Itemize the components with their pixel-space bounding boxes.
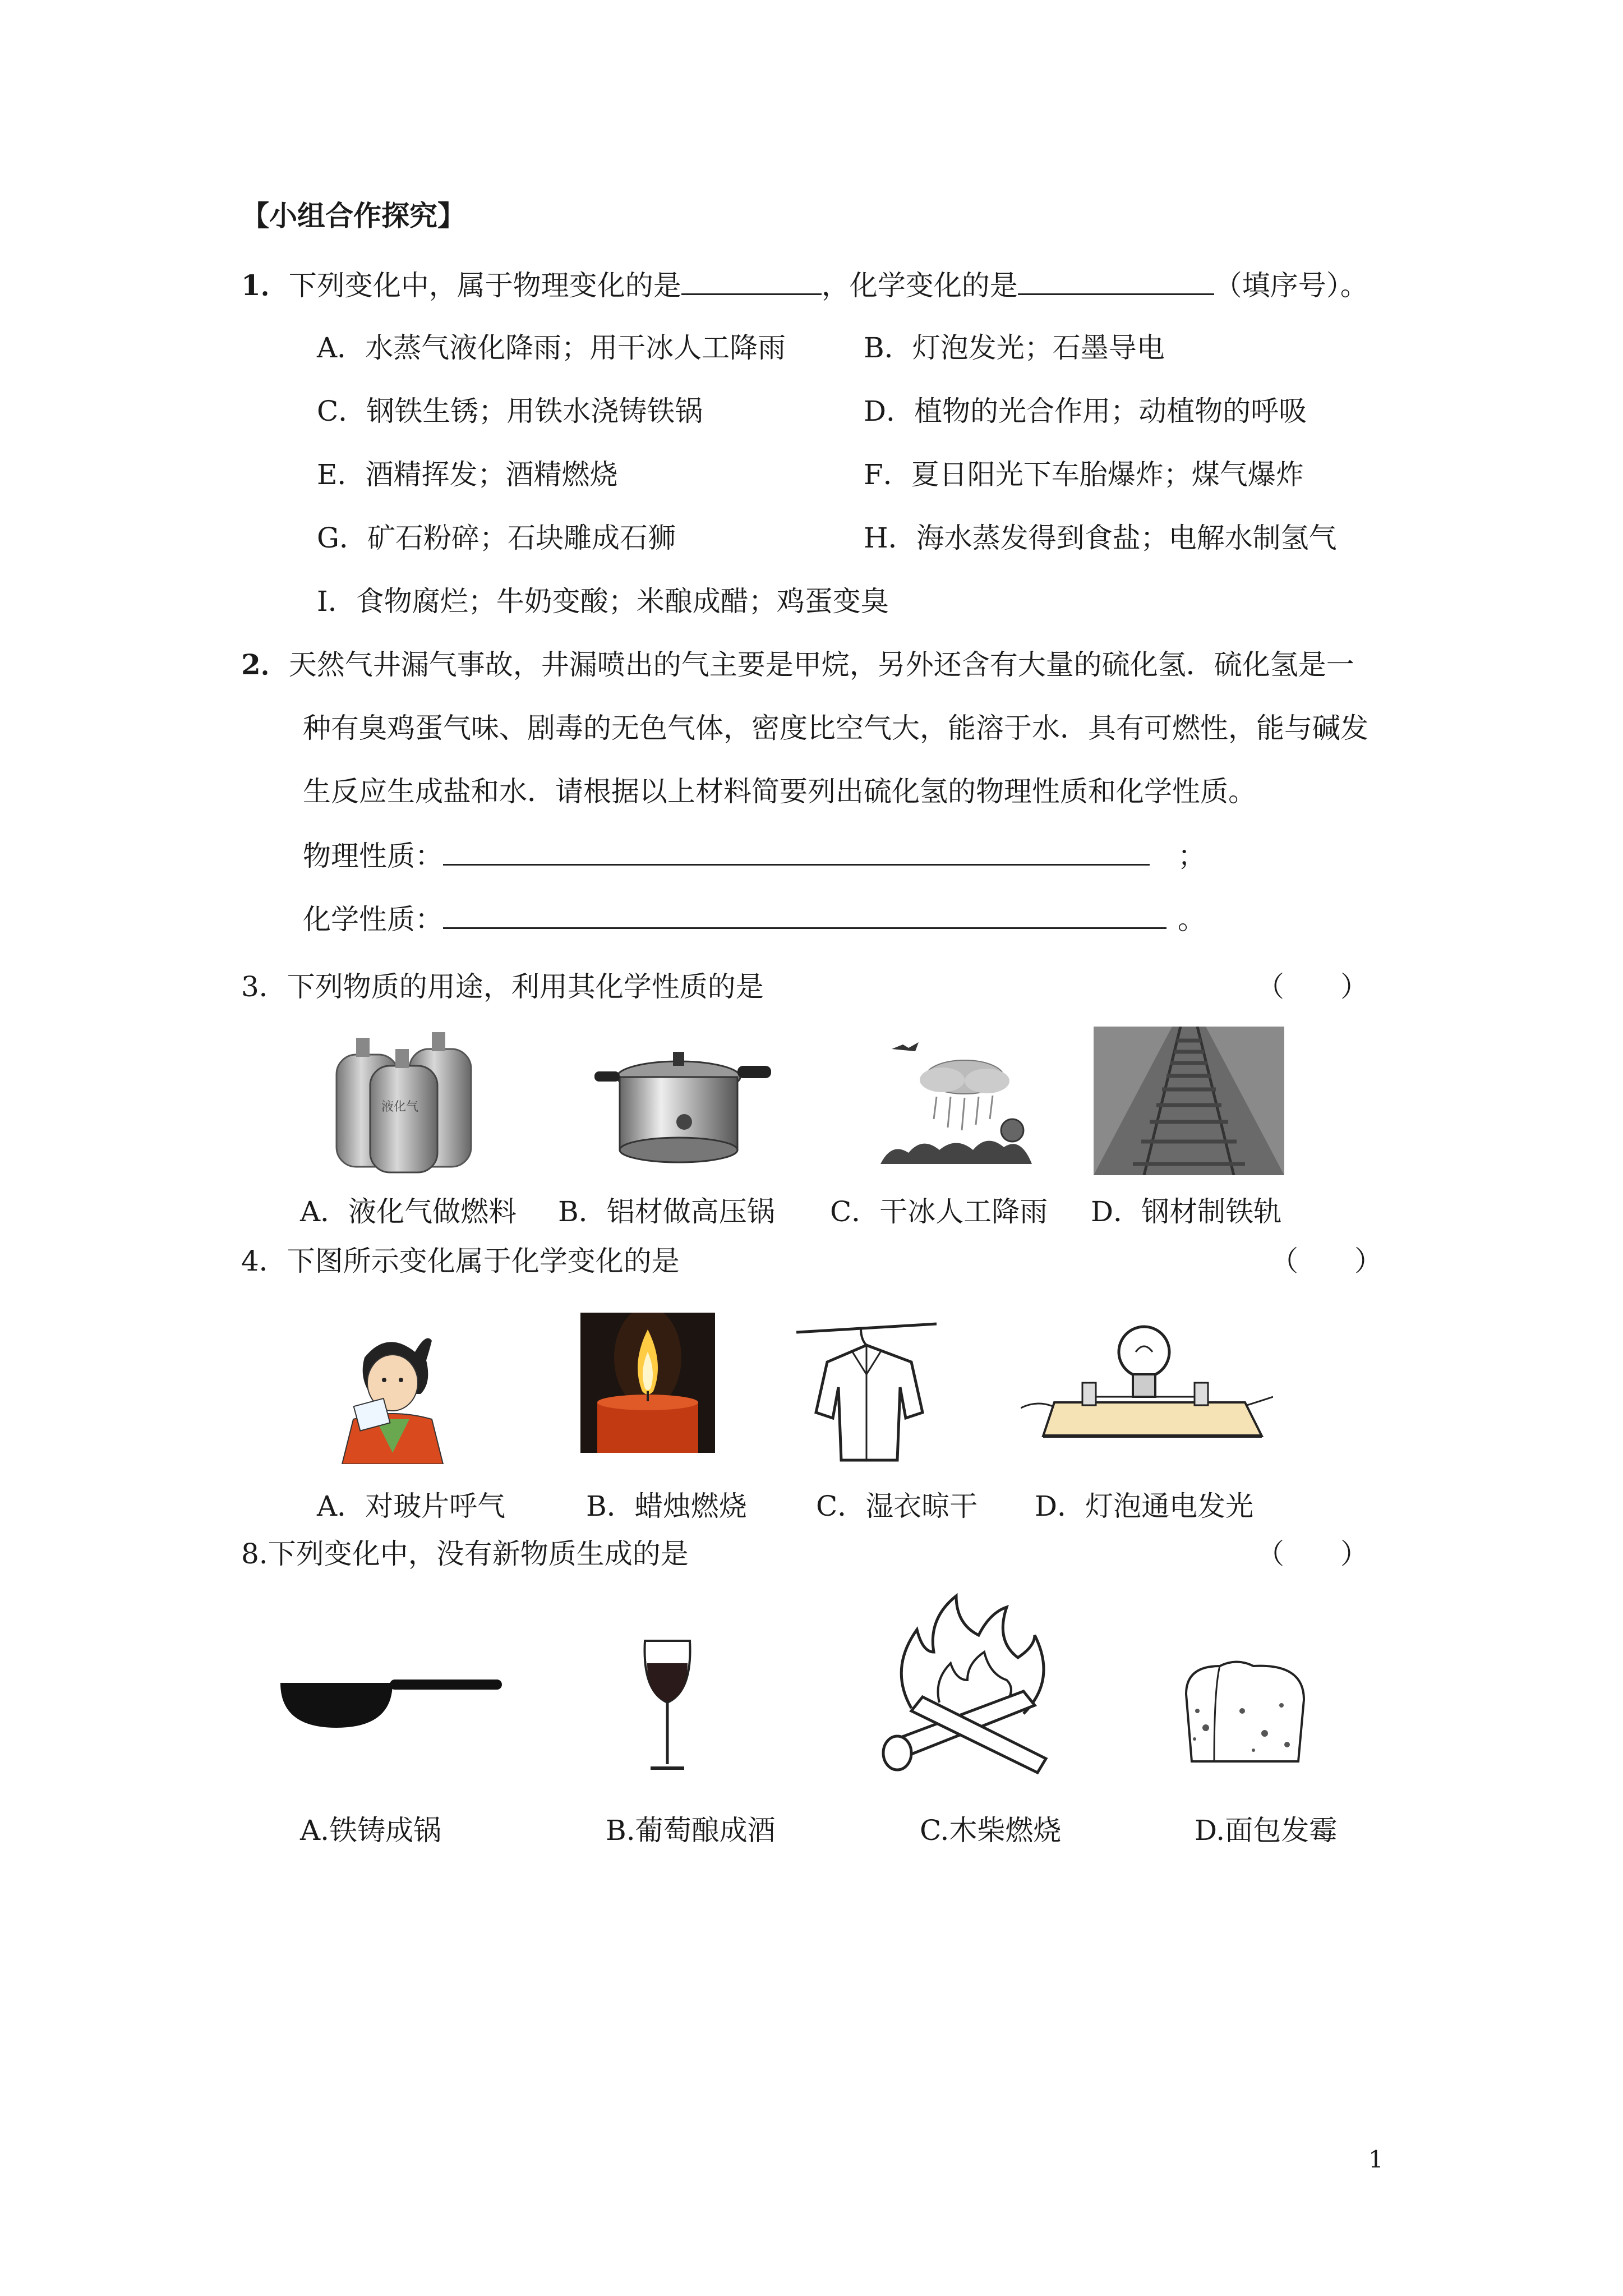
q1-stem [241,268,1368,302]
candle-burning-image [580,1313,715,1453]
q2-physical-row [303,838,1206,873]
q1-option-a: A．水蒸气液化降雨；用干冰人工降雨 [317,332,786,364]
section-title: 【小组合作探究】 [241,199,465,232]
q1-option-c: C．钢铁生锈；用铁水浇铸铁锅 [317,395,703,427]
q3-answer-paren[interactable]: （ ） [1256,970,1368,1003]
q8-caption-d: D.面包发霉 [1195,1814,1338,1847]
q2-line-2: 种有臭鸡蛋气味、剧毒的无色气体，密度比空气大，能溶于水．具有可燃性，能与碱发 [303,712,1368,744]
q1-number: 1． [241,269,289,302]
q2-physical-end: ； [1178,840,1206,872]
pressure-cooker-image [594,1038,774,1167]
q2-physical-answer-line[interactable] [443,838,1150,866]
q1-option-f: F．夏日阳光下车胎爆炸；煤气爆炸 [864,458,1304,491]
q2-number: 2． [241,648,289,681]
railway-track-image [1094,1027,1284,1175]
q2-chemical-label: 化学性质： [303,903,443,936]
q8-caption-c: C.木柴燃烧 [920,1814,1062,1847]
q3-caption-a: A．液化气做燃料 [300,1195,517,1228]
gas-cylinders-image [325,1032,488,1178]
q8-answer-paren[interactable]: （ ） [1256,1538,1368,1570]
q1-option-h: H．海水蒸发得到食盐；电解水制氢气 [864,522,1337,554]
q1-option-i: I．食物腐烂；牛奶变酸；米酿成醋；鸡蛋变臭 [317,585,889,618]
q4-caption-b: B．蜡烛燃烧 [586,1490,747,1522]
q8-caption-a: A.铁铸成锅 [300,1814,442,1847]
q8-caption-b: B.葡萄酿成酒 [606,1814,776,1847]
q1-text-c: （填序号）。 [1214,269,1368,302]
light-bulb-image [1021,1318,1273,1447]
svg-text:液化气: 液化气 [381,1100,419,1114]
frying-pan-image [278,1672,502,1739]
q3-stem: 3．下列物质的用途，利用其化学性质的是 [241,970,764,1003]
moldy-bread-image [1181,1660,1310,1767]
q1-option-e: E．酒精挥发；酒精燃烧 [317,458,618,491]
q3-caption-b: B．铝材做高压锅 [558,1195,775,1228]
wet-clothes-image [796,1313,937,1464]
q1-text-a: 下列变化中，属于物理变化的是 [288,269,681,302]
q3-caption-d: D．钢材制铁轨 [1091,1195,1282,1228]
q2-text-1: 天然气井漏气事故，井漏喷出的气主要是甲烷，另外还含有大量的硫化氢．硫化氢是一 [288,648,1354,681]
q2-chemical-answer-line[interactable] [443,901,1166,929]
q4-caption-a: A．对玻片呼气 [317,1490,506,1522]
q1-physical-blank[interactable] [681,268,822,295]
q4-caption-c: C．湿衣晾干 [816,1490,978,1522]
wine-glass-image [639,1638,695,1773]
q2-line-1 [241,648,1354,682]
girl-breathing-image [331,1324,457,1464]
q1-chemical-blank[interactable] [1018,268,1214,295]
q3-caption-c: C．干冰人工降雨 [830,1195,1048,1228]
page-number: 1 [1368,2146,1384,2173]
q4-stem: 4．下图所示变化属于化学变化的是 [241,1245,680,1277]
q2-chemical-end: 。 [1178,903,1206,936]
q4-answer-paren[interactable]: （ ） [1270,1245,1382,1277]
q8-stem: 8.下列变化中，没有新物质生成的是 [241,1538,689,1570]
q1-option-b: B．灯泡发光；石墨导电 [864,332,1165,364]
dry-ice-rain-image [875,1035,1054,1175]
q4-caption-d: D．灯泡通电发光 [1035,1490,1254,1522]
q2-line-3: 生反应生成盐和水．请根据以上材料简要列出硫化氢的物理性质和化学性质。 [303,775,1256,808]
q1-option-g: G．矿石粉碎；石块雕成石狮 [317,522,676,554]
q1-text-b: ，化学变化的是 [821,269,1018,302]
q2-physical-label: 物理性质： [303,840,443,872]
campfire-image [878,1590,1068,1775]
q1-option-d: D．植物的光合作用；动植物的呼吸 [864,395,1307,427]
q2-chemical-row [303,901,1206,936]
